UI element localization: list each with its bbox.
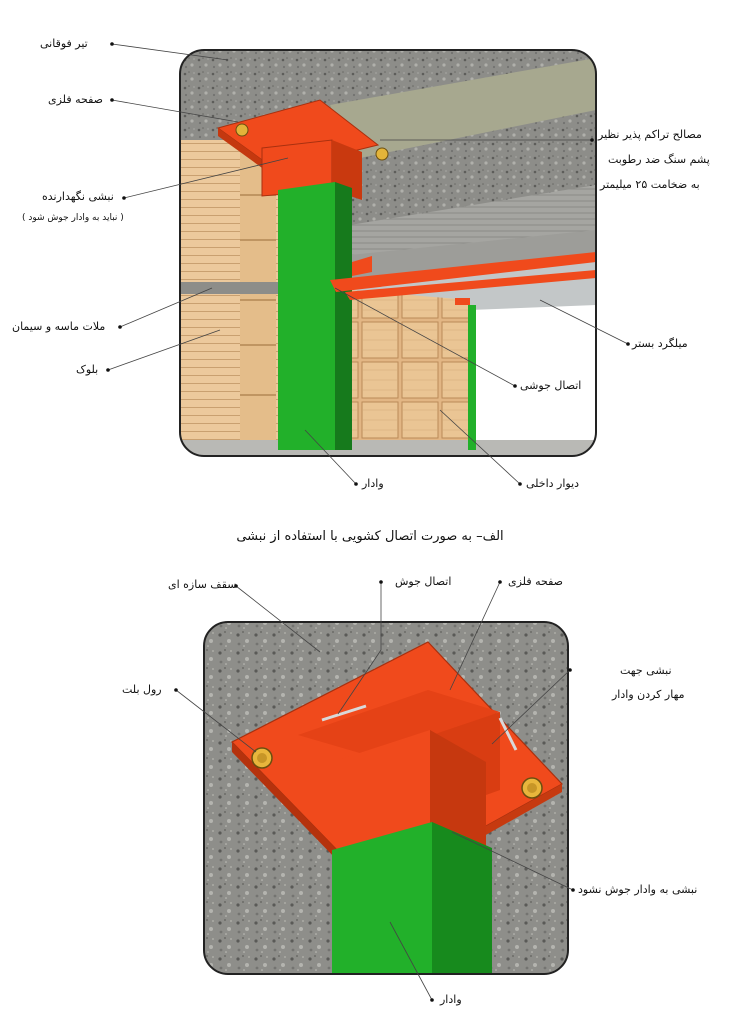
label-angle-2: مهار کردن وادار bbox=[612, 688, 685, 701]
top-illustration bbox=[180, 50, 596, 456]
label-weld-connection: اتصال جوشی bbox=[520, 379, 582, 392]
label-tie-bar: میلگرد بستر bbox=[632, 337, 688, 350]
label-stud-bottom: وادار bbox=[440, 993, 462, 1006]
label-compressible-1: مصالح تراکم پذیر نظیر bbox=[598, 128, 702, 141]
label-upper-beam: تیر فوقانی bbox=[40, 37, 88, 50]
label-angle-not-welded: نبشی به وادار جوش نشود bbox=[578, 883, 698, 896]
label-metal-plate-bottom: صفحه فلزی bbox=[508, 575, 563, 588]
label-stud-top: وادار bbox=[362, 477, 384, 490]
label-inner-wall: دیوار داخلی bbox=[526, 477, 580, 490]
label-holding-angle: نبشی نگهدارنده bbox=[42, 190, 114, 203]
label-angle-1: نبشی جهت bbox=[620, 664, 672, 677]
label-metal-plate: صفحه فلزی bbox=[48, 93, 103, 106]
label-weld-connection-bottom: اتصال جوش bbox=[395, 575, 452, 588]
label-holding-angle-note: ( نباید به وادار جوش شود ) bbox=[22, 213, 124, 223]
figure-caption: الف– به صورت اتصال کشویی با استفاده از نبشی bbox=[236, 529, 504, 544]
label-structural-ceiling: سقف سازه ای bbox=[168, 578, 237, 591]
label-rawl-bolt: رول بلت bbox=[122, 683, 162, 696]
label-sand-cement-mortar: ملات ماسه و سیمان bbox=[12, 320, 106, 333]
bottom-illustration bbox=[204, 622, 568, 974]
label-block: بلوک bbox=[76, 363, 99, 376]
label-compressible-2: پشم سنگ ضد رطوبت bbox=[608, 153, 710, 166]
label-compressible-3: به ضخامت ۲۵ میلیمتر bbox=[600, 178, 700, 191]
